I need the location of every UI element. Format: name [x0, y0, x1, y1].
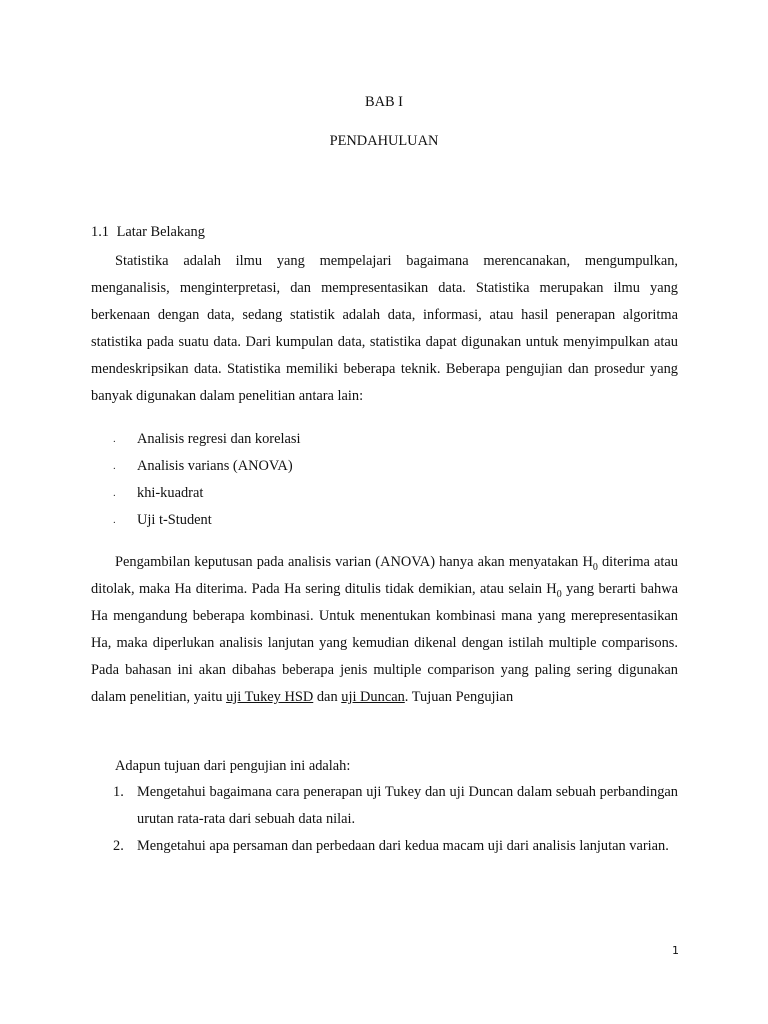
paragraph-anova: Pengambilan keputusan pada analisis varian (ANOVA) hanya akan menyatakan $H_0$ diterima atau ditolak, maka Ha diterima. Pada Ha sering ditulis tidak demikian, atau selain $H_0$ yang berarti bahwa Ha mengandung beberapa kombinasi. Untuk menentukan kombinasi mana yang merepresentasikan Ha, maka diperlukan analisis lanjutan yang kemudian dikenal dengan istilah multiple comparisons. Pada bahasan ini akan dibahas beberapa jenis multiple comparison yang paling sering digunakan dalam penelitian, yaitu uji Tukey HSD dan uji Duncan. Tujuan Pengujian: [91, 554, 679, 705]
section-title: Latar Belakang: [116, 224, 205, 240]
bullet-marker: .: [113, 514, 116, 526]
list-item: . khi-kuadrat: [91, 480, 300, 507]
list-item: . Uji t-Student: [91, 507, 300, 534]
chapter-title: PENDAHULUAN: [329, 133, 439, 149]
chapter-heading: BAB I: [365, 94, 403, 110]
section-number: 1.1: [91, 224, 109, 240]
methods-list: [91, 426, 300, 534]
list-item: . Analisis varians (ANOVA): [91, 453, 300, 480]
goals-intro: Adapun tujuan dari pengujian ini adalah:: [115, 758, 351, 774]
tukey-hsd-link[interactable]: uji Tukey HSD: [226, 689, 314, 705]
list-item: . Analisis regresi dan korelasi: [91, 426, 300, 453]
list-item: 2. Mengetahui apa persaman dan perbedaan dari kedua macam uji dari analisis lanjutan varian.: [113, 838, 669, 854]
page-number: 1: [672, 944, 679, 957]
bullet-marker: .: [113, 460, 116, 472]
paragraph-intro: Statistika adalah ilmu yang mempelajari bagaimana merencanakan, mengumpulkan, menganalisis, menginterpretasi, dan mempresentasikan data. Statistika merupakan ilmu yang berkenaan dengan data, sedang statistik adalah data, informasi, atau hasil penerapan algoritma statistika pada suatu data. Dari kumpulan data, statistika dapat digunakan untuk menyimpulkan atau mendeskripsikan data. Statistika memiliki beberapa teknik. Beberapa pengujian dan prosedur yang banyak digunakan dalam penelitian antara lain:: [91, 253, 678, 404]
duncan-link[interactable]: uji Duncan: [341, 689, 405, 705]
section-heading: [91, 224, 205, 241]
bullet-marker: .: [113, 487, 116, 499]
list-item: 1. Mengetahui bagaimana cara penerapan uji Tukey dan uji Duncan dalam sebuah perbandingan urutan rata-rata dari sebuah data nilai.: [113, 784, 678, 827]
bullet-marker: .: [113, 433, 116, 445]
goals-list: [91, 779, 678, 860]
